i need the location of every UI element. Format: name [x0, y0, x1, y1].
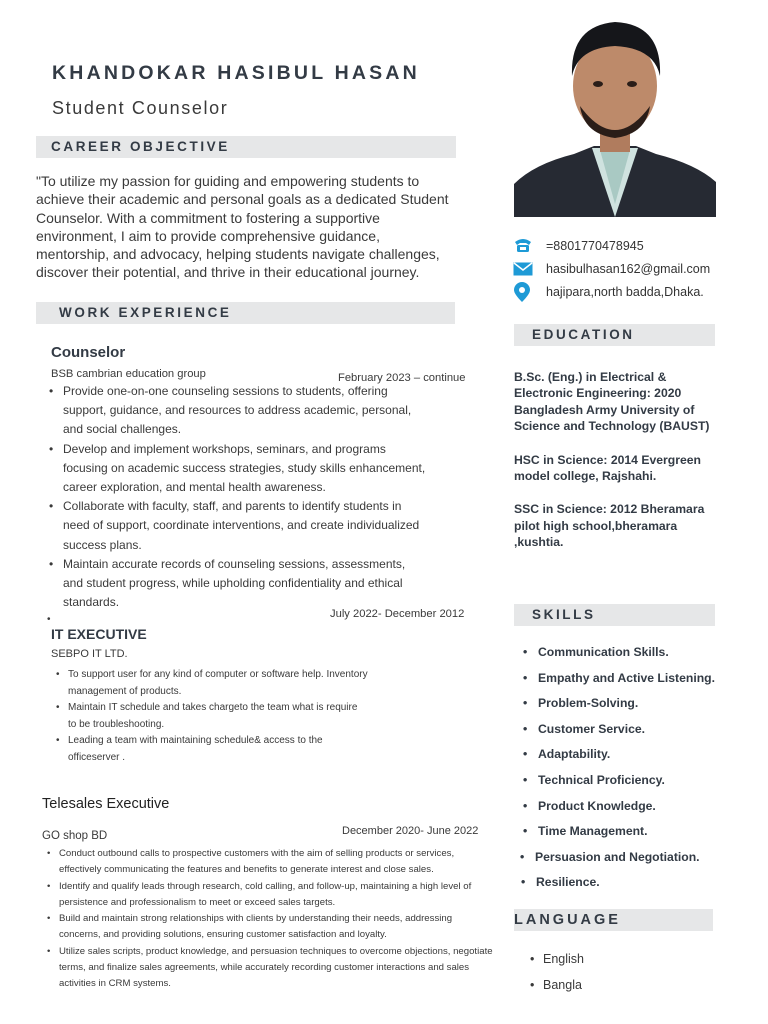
list-item: • Problem-Solving. — [538, 691, 715, 717]
company-name: GO shop BD — [42, 830, 108, 842]
work-experience-heading — [36, 302, 455, 324]
list-item: • Maintain IT schedule and takes chargeto the team what is require to be troubleshooting. — [68, 700, 368, 733]
list-item: • Identify and qualify leads through research, cold calling, and follow-up, maintaining a high level of persistence and professionalism to meet or exceed sales targets. — [59, 879, 493, 912]
list-item: • Product Knowledge. — [538, 794, 715, 820]
list-item: • Time Management. — [538, 819, 715, 845]
skills-label: SKILLS — [532, 607, 596, 622]
job-dates: February 2023 – continue — [338, 372, 466, 384]
list-item: • Build and maintain strong relationships with clients by understanding their needs, addressing concerns, and providing solutions, ensuring customer satisfaction and loyalty. — [59, 911, 493, 944]
skills-heading — [514, 604, 715, 626]
profile-photo — [514, 14, 716, 217]
work-experience-label: WORK EXPERIENCE — [59, 305, 232, 320]
job-dates: July 2022- December 2012 — [330, 608, 465, 620]
education-entry: B.Sc. (Eng.) in Electrical & Electronic Engineering: 2020 Bangladesh Army University of Science and Technology (BAUST) — [514, 370, 710, 434]
list-item: • Bangla — [543, 973, 584, 999]
language-list — [543, 947, 584, 998]
education-entry: HSC in Science: 2014 Evergreen model college, Rajshahi. — [514, 452, 701, 484]
list-item: • Maintain accurate records of counseling sessions, assessments, and student progress, while upholding confidentiality and ethical standards. — [63, 555, 428, 613]
bullet-marker: • — [47, 614, 51, 625]
job-title: Telesales Executive — [42, 796, 170, 812]
list-item: • Collaborate with faculty, staff, and parents to identify students in need of support, coordinate interventions, and create individualized success plans. — [63, 497, 428, 555]
language-label: LANGUAGE — [514, 912, 621, 928]
education-entry: SSC in Science: 2012 Bheramara pilot high school,bheramara ,kushtia. — [514, 502, 705, 550]
list-item: • Utilize sales scripts, product knowledge, and persuasion techniques to overcome objections, negotiate terms, and finalize sales agreements, while accurately recording customer interactions and sales activities in CRM systems. — [59, 944, 493, 993]
skills-list — [535, 640, 715, 896]
list-item: • Empathy and Active Listening. — [538, 666, 715, 692]
list-item: • Persuasion and Negotiation. — [535, 845, 715, 871]
candidate-name: KHANDOKAR HASIBUL HASAN — [52, 62, 420, 84]
education-label: EDUCATION — [532, 327, 635, 342]
address: hajipara,north badda,Dhaka. — [546, 285, 704, 299]
list-item: • Provide one-on-one counseling sessions to students, offering support, guidance, and resources to address academic, personal, and social challenges. — [63, 382, 428, 440]
job-title-header: Student Counselor — [52, 98, 229, 118]
job-duties — [59, 846, 493, 993]
phone-icon — [513, 237, 533, 258]
career-objective-label: CAREER OBJECTIVE — [51, 139, 230, 154]
education-list — [514, 369, 719, 568]
job-title: Counselor — [51, 344, 126, 361]
envelope-icon — [513, 262, 533, 281]
education-heading — [514, 324, 715, 346]
career-objective-text: "To utilize my passion for guiding and empowering students to achieve their academic and personal goals as a dedicated Student Counselor. With a commitment to fostering a supportive environment, I aim to provide comprehensive guidance, mentorship, and advocacy, helping students navigate challenges, discover their potential, and thrive in their educational journey. — [36, 173, 449, 281]
list-item: • Technical Proficiency. — [538, 768, 715, 794]
company-name: BSB cambrian education group — [51, 368, 206, 380]
location-pin-icon — [514, 282, 530, 307]
list-item: • Communication Skills. — [538, 640, 715, 666]
language-heading — [514, 909, 713, 931]
email-address: hasibulhasan162@gmail.com — [546, 262, 711, 276]
career-objective-heading — [36, 136, 456, 158]
job-title: IT EXECUTIVE — [51, 626, 147, 642]
job-duties — [68, 667, 368, 766]
list-item: • To support user for any kind of computer or software help. Inventory management of products. — [68, 667, 368, 700]
list-item: • Develop and implement workshops, seminars, and programs focusing on academic success strategies, study skills enhancement, career exploration, and mental health awareness. — [63, 440, 428, 498]
list-item: • Resilience. — [536, 870, 715, 896]
phone-number: =8801770478945 — [546, 239, 644, 253]
company-name: SEBPO IT LTD. — [51, 648, 128, 660]
job-duties — [63, 382, 428, 612]
list-item: • Conduct outbound calls to prospective customers with the aim of selling products or services, effectively communicating the features and benefits to generate interest and close sales. — [59, 846, 493, 879]
list-item: • Leading a team with maintaining schedule& access to the officeserver . — [68, 733, 368, 766]
job-dates: December 2020- June 2022 — [342, 825, 479, 837]
list-item: • Adaptability. — [538, 742, 715, 768]
list-item: • English — [543, 947, 584, 973]
list-item: • Customer Service. — [538, 717, 715, 743]
